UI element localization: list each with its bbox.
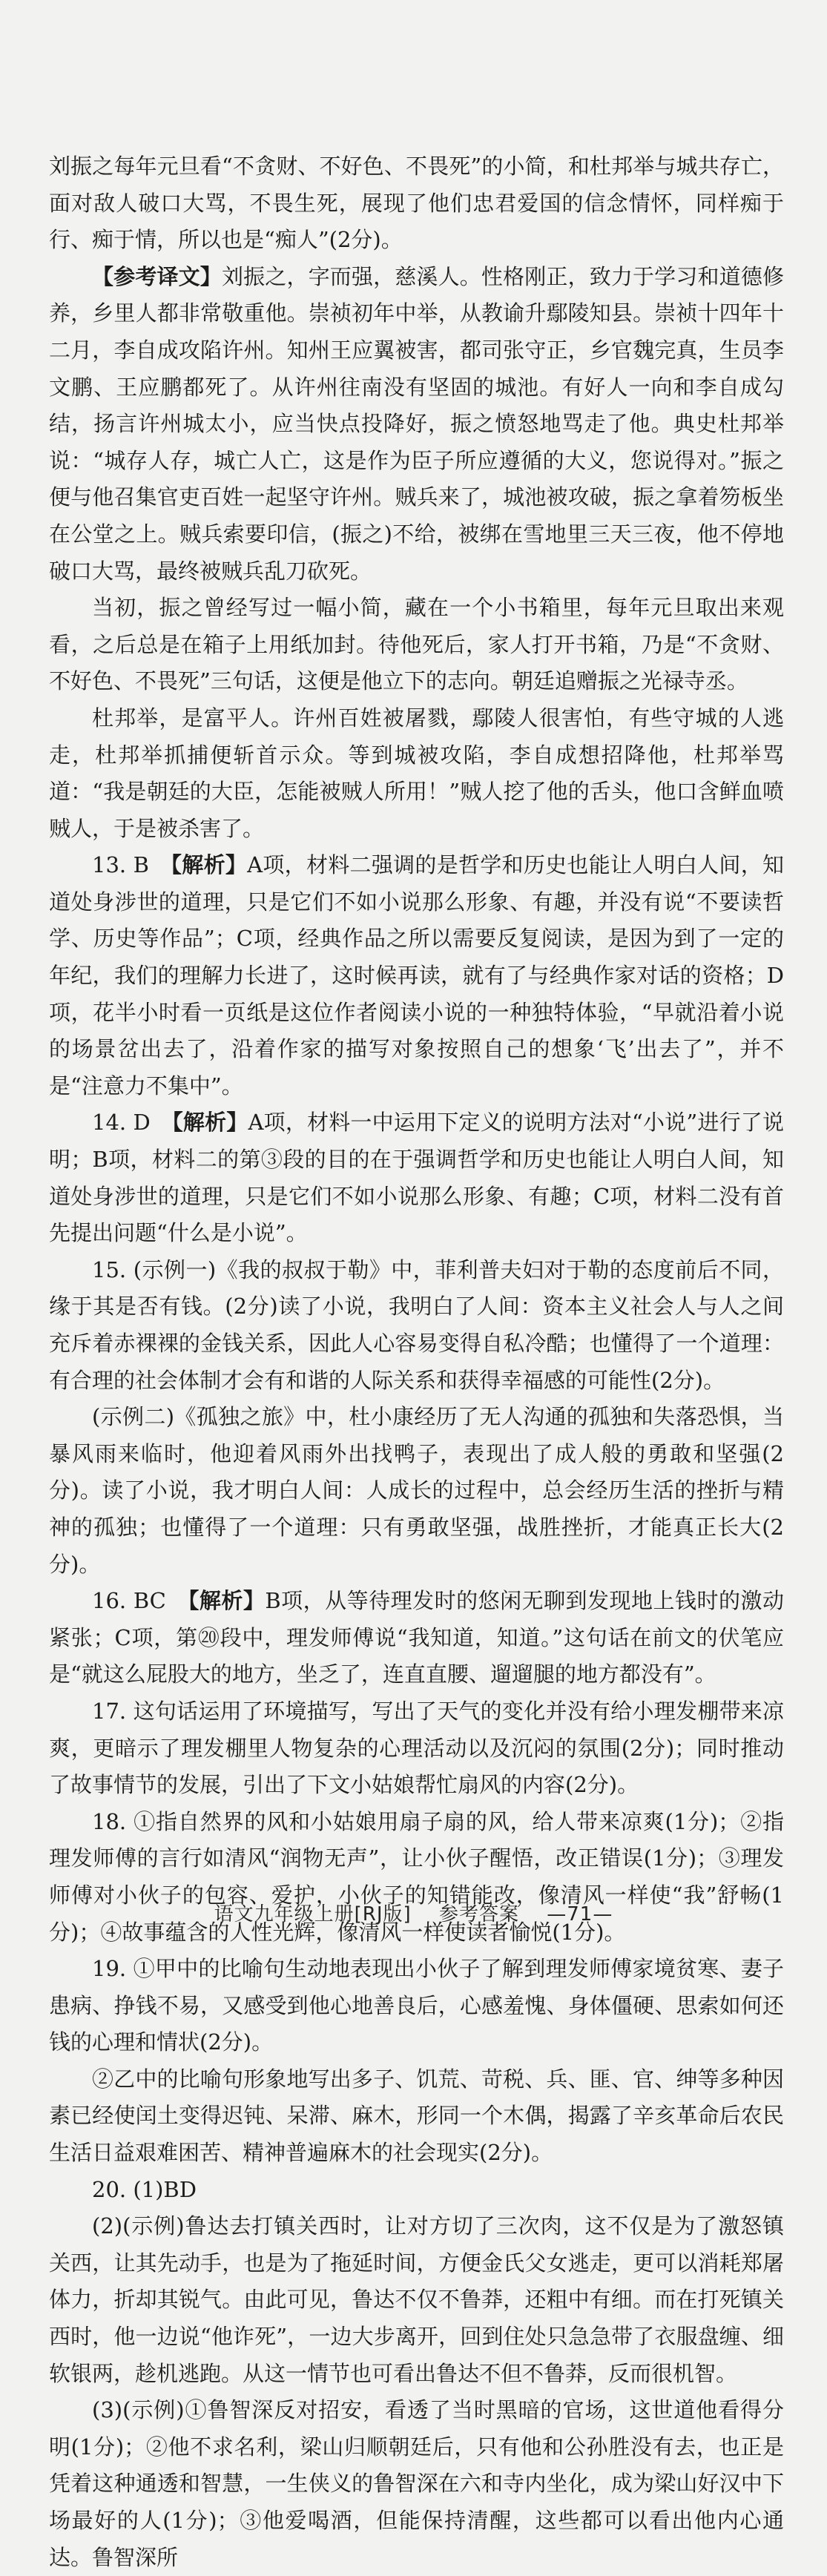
- answer-paragraph: [49, 2208, 784, 2392]
- answer-paragraph: [49, 700, 784, 847]
- paragraph-text: 当初，振之曾经写过一幅小简，藏在一个小书箱里，每年元旦取出来观看，之后总是在箱子上用纸加封。待他死后，家人打开书箱，乃是“不贪财、不好色、不畏死”三句话，这便是他立下的志向。朝廷追赠振之光禄寺丞。: [49, 595, 784, 694]
- answer-paragraph: [49, 2172, 784, 2209]
- paragraph-text: (3)(示例)①鲁智深反对招安，看透了当时黑暗的官场，这世道他看得分明(1分)；②他不求名利，梁山归顺朝廷后，只有他和公孙胜没有去，也正是凭着这种通透和智慧，一生侠义的鲁智深在六和寺内坐化，成为梁山好汉中下场最好的人(1分)；③他爱喝酒，但能保持清醒，这些都可以看出他内心通达。鲁智深所: [49, 2397, 784, 2570]
- answer-paragraph: [49, 1252, 784, 1399]
- answer-paragraph: [49, 259, 784, 590]
- paragraph-text: 17. 这句话运用了环境描写，写出了天气的变化并没有给小理发棚带来凉爽，更暗示了理发棚里人物复杂的心理活动以及沉闷的氛围(2分)；同时推动了故事情节的发展，引出了下文小姑娘帮忙扇风的内容(2分)。: [49, 1698, 784, 1798]
- question-number: 13. B: [92, 852, 171, 878]
- paragraph-text: A项，材料一中运用下定义的说明方法对“小说”进行了说明；B项，材料二的第③段的目的在于强调哲学和历史也能让人明白人间，知道处身涉世的道理，只是它们不如小说那么形象、有趣；C项，材料二没有首先提出问题“什么是小说”。: [49, 1110, 784, 1246]
- answer-paragraph: [49, 1804, 784, 1951]
- paragraph-text: 刘振之，字而强，慈溪人。性格刚正，致力于学习和道德修养，乡里人都非常敬重他。崇祯初年中举，从教谕升鄢陵知县。崇祯十四年十二月，李自成攻陷许州。知州王应翼被害，都司张守正，乡官魏完真，生员李文鹏、王应鹏都死了。从许州往南没有坚固的城池。有好人一向和李自成勾结，扬言许州城太小，应当快点投降好，振之愤怒地骂走了他。典史杜邦举说：“城存人存，城亡人亡，这是作为臣子所应遵循的大义，您说得对。”振之便与他召集官吏百姓一起坚守许州。贼兵来了，城池被攻破，振之拿着笏板坐在公堂之上。贼兵索要印信，(振之)不给，被绑在雪地里三天三夜，他不停地破口大骂，最终被贼兵乱刀砍死。: [49, 263, 784, 584]
- paragraph-text: ②乙中的比喻句形象地写出多子、饥荒、苛税、兵、匪、官、绅等多种因素已经使闰土变得迟钝、呆滞、麻木，形同一个木偶，揭露了辛亥革命后农民生活日益艰难困苦、精神普遍麻木的社会现实(2分)。: [49, 2066, 784, 2166]
- answer-paragraph: [49, 1583, 784, 1693]
- answer-paragraph: [49, 847, 784, 1104]
- section-label: 【解析】: [172, 1110, 248, 1136]
- section-label: 【解析】: [188, 1588, 266, 1614]
- answer-paragraph: [49, 2392, 784, 2576]
- paragraph-text: 15. (示例一)《我的叔叔于勒》中，菲利普夫妇对于勒的态度前后不同，缘于其是否有钱。(2分)读了小说，我明白了人间：资本主义社会人与人之间充斥着赤裸裸的金钱关系，因此人心容易变得自私冷酷；也懂得了一个道理：有合理的社会体制才会有和谐的人际关系和获得幸福感的可能性(2分)。: [49, 1256, 784, 1393]
- answer-paragraph: [49, 1104, 784, 1251]
- paragraph-text: 19. ①甲中的比喻句生动地表现出小伙子了解到理发师傅家境贫寒、妻子患病、挣钱不易，又感受到他心地善良后，心感羞愧、身体僵硬、思索如何还钱的心理和情状(2分)。: [49, 1956, 784, 2055]
- footer-book-title: 语文九年级上册[RJ版]: [214, 1903, 412, 1926]
- footer-section: 参考答案: [438, 1903, 519, 1926]
- paragraph-text: (2)(示例)鲁达去打镇关西时，让对方切了三次肉，这不仅是为了激怒镇关西，让其先动手，也是为了拖延时间，方便金氏父女逃走，更可以消耗郑屠体力，折却其锐气。由此可见，鲁达不仅不鲁莽，还粗中有细。而在打死镇关西时，他一边说“他诈死”，一边大步离开，回到住处只急急带了衣服盘缠、细软银两，趁机逃跑。从这一情节也可看出鲁达不但不鲁莽，反而很机智。: [49, 2213, 784, 2386]
- paragraph-text: B项，从等待理发时的悠闲无聊到发现地上钱时的激动紧张；C项，第⑳段中，理发师傅说“我知道，知道。”这句话在前文的伏笔应是“就这么屁股大的地方，坐乏了，连直直腰、遛遛腿的地方都没有”。: [49, 1588, 784, 1687]
- answer-paragraph: [49, 1399, 784, 1583]
- paragraph-text: 18. ①指自然界的风和小姑娘用扇子扇的风，给人带来凉爽(1分)；②指理发师傅的言行如清风“润物无声”，让小伙子醒悟，改正错误(1分)；③理发师傅对小伙子的包容、爱护，小伙子的知错能改，像清风一样使“我”舒畅(1分)；④故事蕴含的人性光辉，像清风一样使读者愉悦(1分)。: [49, 1808, 784, 1945]
- paragraph-text: 杜邦举，是富平人。许州百姓被屠戮，鄢陵人很害怕，有些守城的人逃走，杜邦举抓捕便斩首示众。等到城被攻陷，李自成想招降他，杜邦举骂道：“我是朝廷的大臣，怎能被贼人所用！”贼人挖了他的舌头，他口含鲜血喷贼人，于是被杀害了。: [49, 705, 784, 841]
- section-label: 【解析】: [171, 852, 248, 878]
- answer-paragraph: [49, 2061, 784, 2172]
- answer-content: [49, 148, 784, 2576]
- answer-paragraph: [49, 148, 784, 259]
- page-footer: [0, 1899, 827, 1926]
- paragraph-text: 20. (1)BD: [92, 2176, 197, 2202]
- paragraph-text: 刘振之每年元旦看“不贪财、不好色、不畏死”的小简，和杜邦举与城共存亡，面对敌人破口大骂，不畏生死，展现了他们忠君爱国的信念情怀，同样痴于行、痴于情，所以也是“痴人”(2分)。: [49, 154, 784, 253]
- answer-paragraph: [49, 1693, 784, 1804]
- question-number: 14. D: [92, 1110, 173, 1136]
- answer-paragraph: [49, 1951, 784, 2061]
- page-number: —71—: [547, 1903, 613, 1926]
- section-label: 【参考译文】: [92, 263, 222, 289]
- answer-paragraph: [49, 590, 784, 700]
- paragraph-text: (示例二)《孤独之旅》中，杜小康经历了无人沟通的孤独和失落恐惧，当暴风雨来临时，他迎着风雨外出找鸭子，表现出了成人般的勇敢和坚强(2分)。读了小说，我才明白人间：人成长的过程中，总会经历生活的挫折与精神的孤独；也懂得了一个道理：只有勇敢坚强，战胜挫折，才能真正长大(2分)。: [49, 1404, 784, 1577]
- question-number: 16. BC: [92, 1588, 188, 1614]
- paragraph-text: A项，材料二强调的是哲学和历史也能让人明白人间，知道处身涉世的道理，只是它们不如小说那么形象、有趣，并没有说“不要读哲学、历史等作品”；C项，经典作品之所以需要反复阅读，是因为到了一定的年纪，我们的理解力长进了，这时候再读，就有了与经典作家对话的资格；D项，花半小时看一页纸是这位作者阅读小说的一种独特体验，“早就沿着小说的场景岔出去了，沿着作家的描写对象按照自己的想象‘飞’出去了”，并不是“注意力不集中”。: [49, 852, 784, 1098]
